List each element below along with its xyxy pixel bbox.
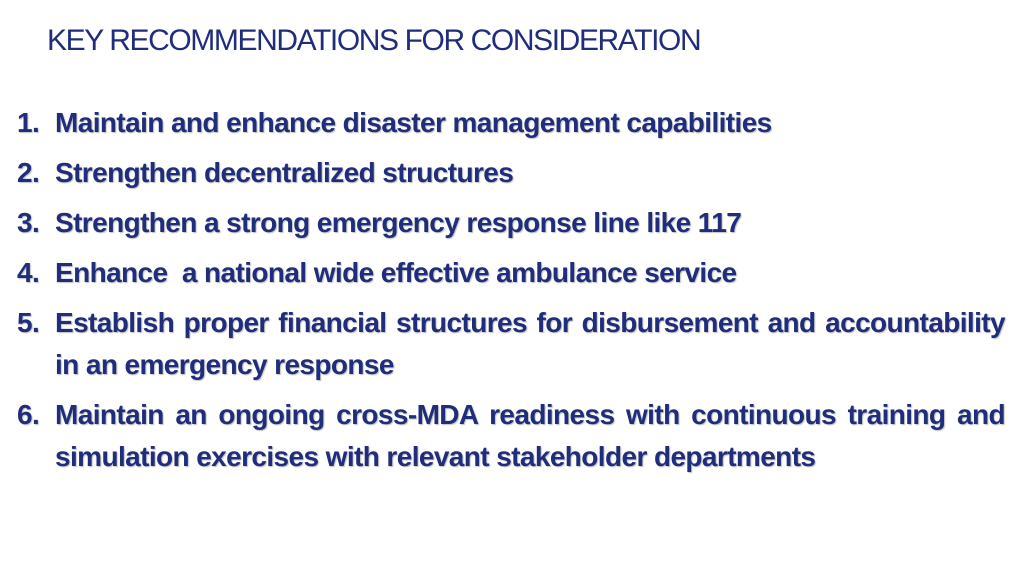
list-item — [17, 202, 1005, 244]
recommendation-list — [17, 102, 1005, 486]
list-item-text: Strengthen a strong emergency response line like 117 — [55, 207, 742, 238]
list-item — [17, 302, 1005, 386]
list-item-text: Establish proper financial structures for disbursement and accountability in an emergency response — [55, 307, 1005, 380]
list-item-text: Maintain an ongoing cross-MDA readiness with continuous training and simulation exercises with relevant stakeholder departments — [55, 399, 1005, 472]
list-item-text: Enhance a national wide effective ambulance service — [55, 257, 737, 288]
list-item-number: 2. — [17, 157, 40, 188]
list-item-text: Maintain and enhance disaster management capabilities — [55, 107, 772, 138]
list-item-text: Strengthen decentralized structures — [55, 157, 514, 188]
list-item-number: 6. — [17, 399, 40, 430]
list-item — [17, 152, 1005, 194]
list-item-number: 1. — [17, 107, 40, 138]
list-item — [17, 394, 1005, 478]
list-item — [17, 252, 1005, 294]
slide-title: KEY RECOMMENDATIONS FOR CONSIDERATION — [47, 24, 701, 57]
list-item — [17, 102, 1005, 144]
list-item-number: 4. — [17, 257, 40, 288]
list-item-number: 3. — [17, 207, 40, 238]
list-item-number: 5. — [17, 307, 40, 338]
